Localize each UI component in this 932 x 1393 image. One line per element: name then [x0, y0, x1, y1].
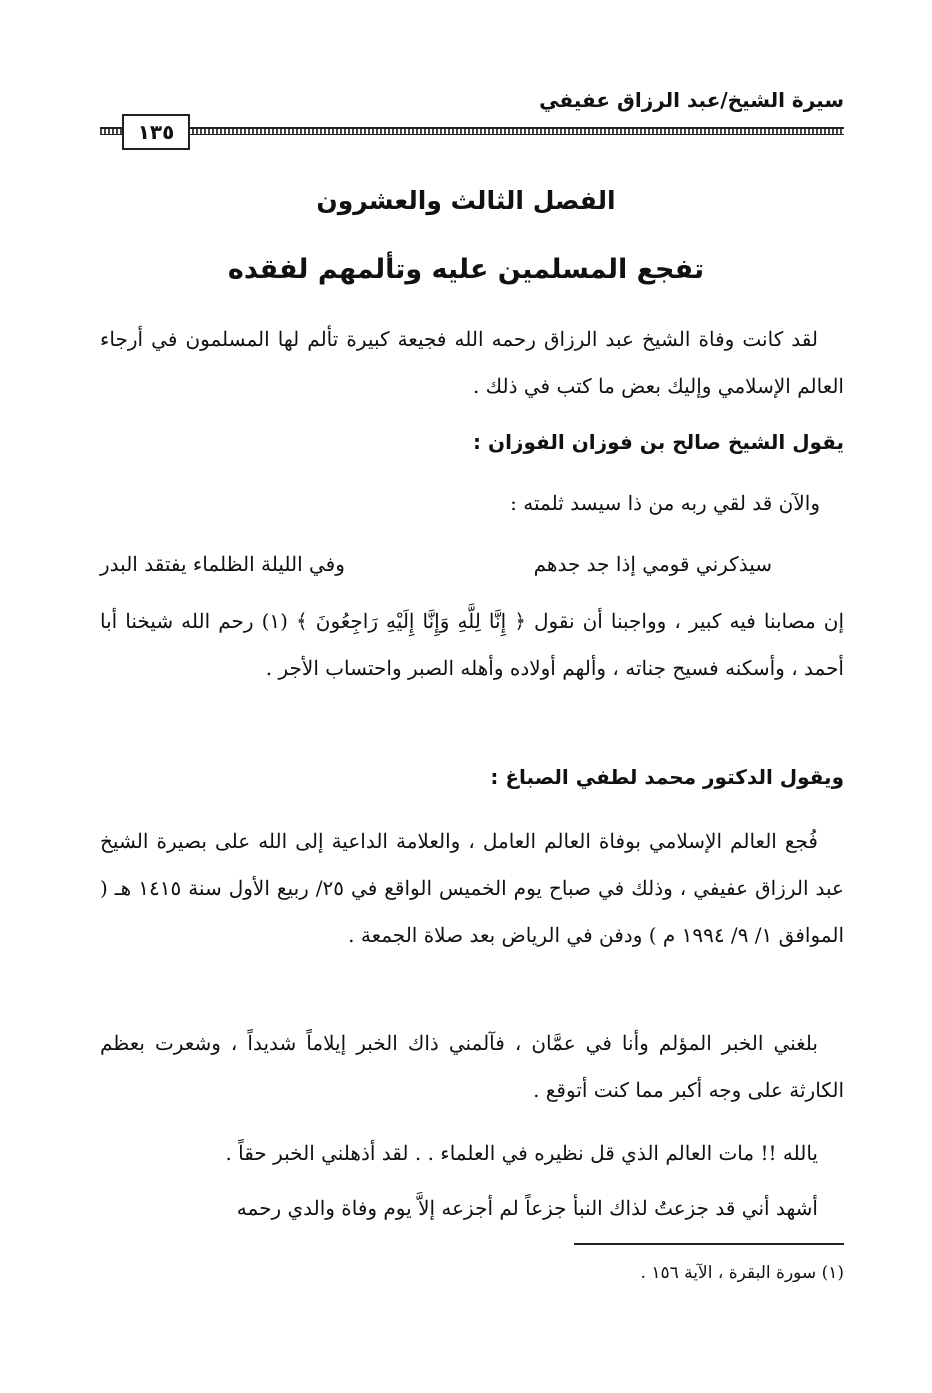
speaker2-paragraph-2-text: بلغني الخبر المؤلم وأنا في عمَّان ، فآلمني ذاك الخبر إيلاماً شديداً ، وشعرت بعظم الكارثة على وجه أكبر مما كنت أتوقع .	[100, 1031, 844, 1102]
page-number: ١٣٥	[122, 114, 190, 150]
speaker2-paragraph-2	[100, 1020, 844, 1114]
speaker2-heading: ويقول الدكتور محمد لطفي الصباغ :	[490, 765, 844, 789]
speaker2-paragraph-4	[100, 1185, 844, 1232]
speaker2-paragraph-1-text: فُجع العالم الإسلامي بوفاة العالم العامل ، والعلامة الداعية إلى الله على بصيرة الشيخ عبد الرزاق عفيفي ، وذلك في صباح يوم الخميس الواقع في ٢٥/ ربيع الأول سنة ١٤١٥ هـ ( الموافق ١/ ٩/ ١٩٩٤ م ) ودفن في الرياض بعد صلاة الجمعة .	[100, 829, 844, 947]
speaker2-paragraph-4-text: أشهد أني قد جزعتُ لذاك النبأ جزعاً لم أجزعه إلاَّ يوم وفاة والدي رحمه	[236, 1196, 818, 1220]
speaker2-paragraph-1	[100, 818, 844, 959]
speaker1-intro-line: والآن قد لقي ربه من ذا سيسد ثلمته :	[510, 491, 820, 515]
chapter-title: الفصل الثالث والعشرون	[316, 186, 616, 215]
intro-text: لقد كانت وفاة الشيخ عبد الرزاق رحمه الله فجيعة كبيرة تألم لها المسلمون في أرجاء العالم الإسلامي وإليك بعض ما كتب في ذلك .	[100, 327, 844, 398]
intro-paragraph	[100, 316, 844, 410]
header-rule	[100, 127, 844, 135]
running-header-title: سيرة الشيخ/عبد الرزاق عفيفي	[539, 88, 844, 112]
speaker1-heading: يقول الشيخ صالح بن فوزان الفوزان :	[473, 430, 844, 454]
chapter-subtitle: تفجع المسلمين عليه وتألمهم لفقده	[227, 254, 705, 285]
verse-first-half: سيذكرني قومي إذا جد جدهم	[533, 552, 772, 576]
footnote-rule	[574, 1243, 844, 1245]
speaker2-paragraph-3-text: يالله !! مات العالم الذي قل نظيره في العلماء . . لقد أذهلني الخبر حقاً .	[225, 1141, 818, 1165]
footnote: (١) سورة البقرة ، الآية ١٥٦ .	[640, 1263, 844, 1283]
speaker1-paragraph: إن مصابنا فيه كبير ، وواجبنا أن نقول ﴿ إِنَّا لِلَّهِ وَإِنَّا إِلَيْهِ رَاجِعُونَ ﴾ (١) رحم الله شيخنا أبا أحمد ، وأسكنه فسيح جناته ، وألهم أولاده وأهله الصبر واحتساب الأجر .	[100, 609, 845, 680]
poetry-verse	[100, 552, 772, 576]
speaker2-paragraph-3	[100, 1130, 844, 1177]
verse-second-half: وفي الليلة الظلماء يفتقد البدر	[100, 552, 345, 576]
